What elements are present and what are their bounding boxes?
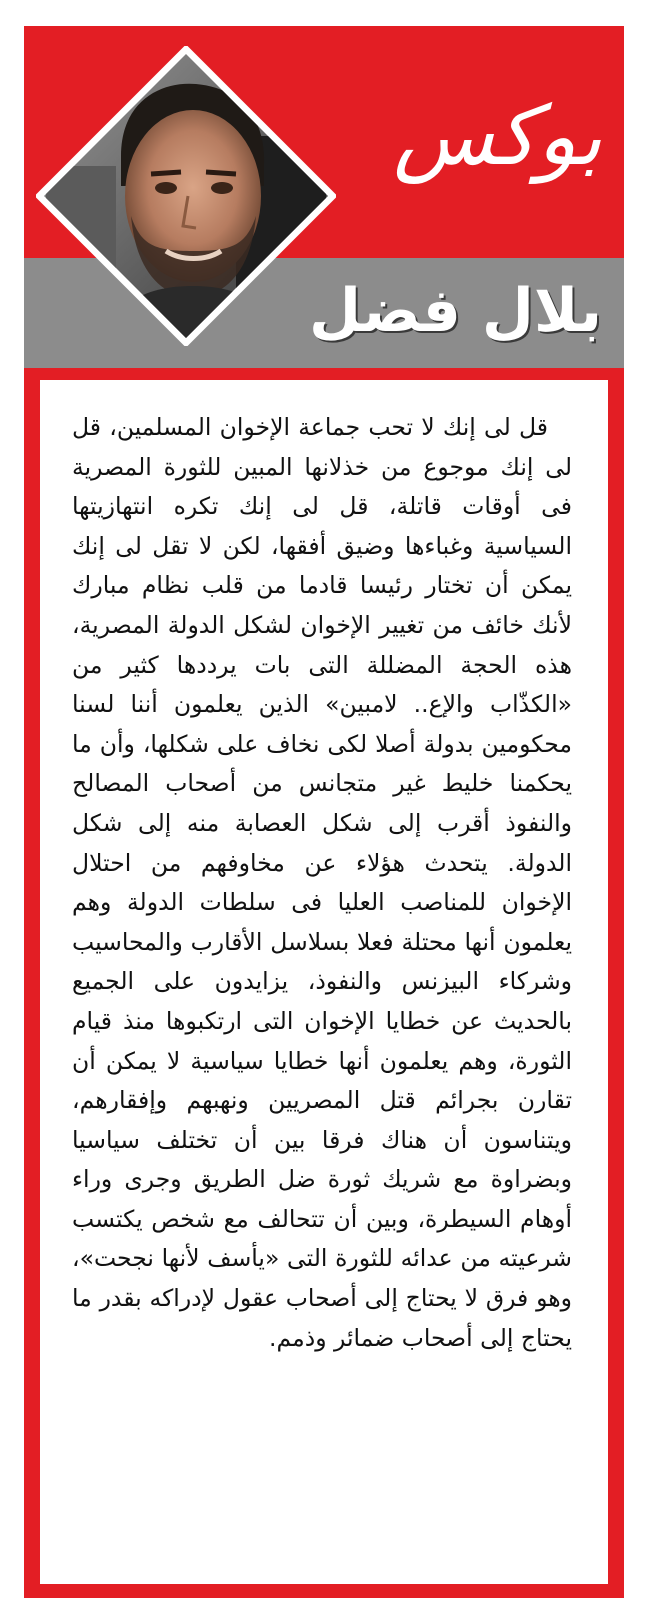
column-brand-title: بوكس [393, 89, 602, 184]
author-name: بلال فضل [309, 276, 602, 346]
author-portrait-image [36, 46, 336, 346]
column-frame [24, 26, 624, 1598]
article-body-box [40, 380, 608, 1584]
article-body-text: قل لى إنك لا تحب جماعة الإخوان المسلمين، قل لى إنك موجوع من خذلانها المبين للثورة المصرية فى أوقات قاتلة، قل لى إنك تكره انتهازيتها السياسية وغباءها وضيق أفقها، لكن لا تقل لى إنك يمكن أن تختار رئيسا قادما من قلب نظام مبارك لأنك خائف من تغيير الإخوان لشكل الدولة المصرية، هذه الحجة المضللة التى بات يرددها كثير من «الكذّاب والإع.. لامبين» الذين يعلمون أننا لسنا محكومين بدولة أصلا لكى نخاف على شكلها، وأن ما يحكمنا خليط غير متجانس من أصحاب المصالح والنفوذ أقرب إلى شكل العصابة منه إلى شكل الدولة. يتحدث هؤلاء عن مخاوفهم من احتلال الإخوان للمناصب العليا فى سلطات الدولة وهم يعلمون أنها محتلة فعلا بسلاسل الأقارب والمحاسيب وشركاء البيزنس والنفوذ، يزايدون على الجميع بالحديث عن خطايا الإخوان التى ارتكبوها منذ قيام الثورة، وهم يعلمون أنها خطايا سياسية لا يمكن أن تقارن بجرائم قتل المصريين ونهبهم وإفقارهم، ويتناسون أن هناك فرقا بين أن تختلف سياسيا وبضراوة مع شريك ثورة ضل الطريق وجرى وراء أوهام السيطرة، وبين أن تتحالف مع شخص يكتسب شرعيته من عدائه للثورة التى «يأسف لأنها نجحت»، وهو فرق لا يحتاج إلى أصحاب عقول لإدراكه بقدر ما يحتاج إلى أصحاب ضمائر وذمم. [72, 413, 572, 1352]
